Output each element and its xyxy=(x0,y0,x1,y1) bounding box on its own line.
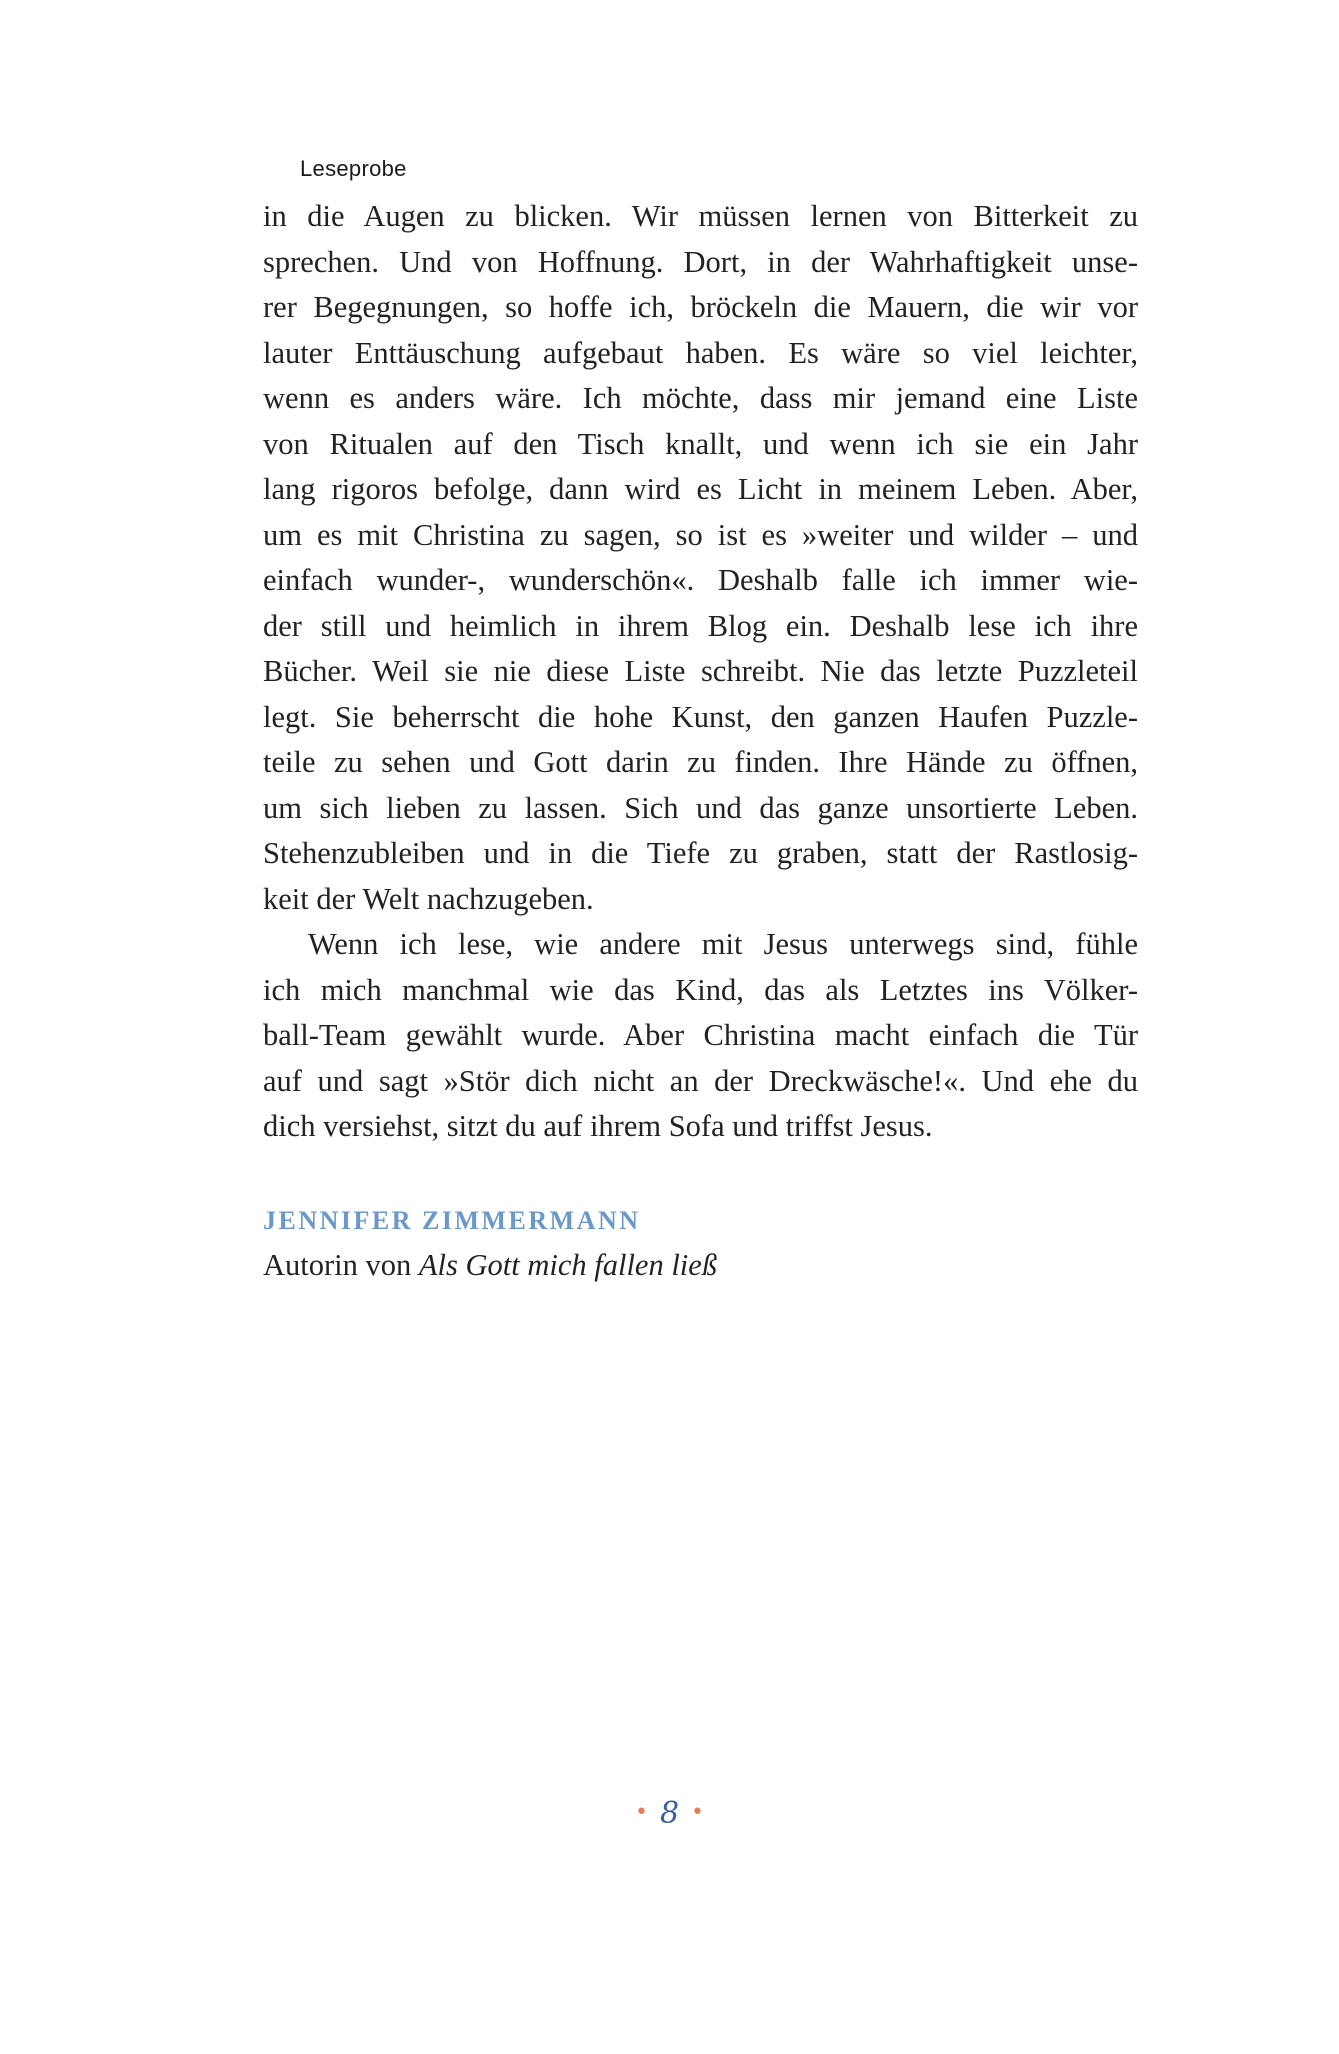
text-line: in die Augen zu blicken. Wir müssen lernen von Bitterkeit zu xyxy=(263,199,1138,233)
paragraph-2 xyxy=(263,922,1138,1150)
page-number xyxy=(0,1796,1339,1831)
page-number-value: 8 xyxy=(659,1796,680,1831)
text-line: rer Begegnungen, so hoffe ich, bröckeln die Mauern, die wir vor xyxy=(263,290,1138,324)
text-line: keit der Welt nachzugeben. xyxy=(263,881,594,916)
book-title: Als Gott mich fallen ließ xyxy=(418,1248,718,1282)
right-dot-icon: • xyxy=(691,1800,705,1825)
body-text xyxy=(263,194,1138,1150)
text-line: dich versiehst, sitzt du auf ihrem Sofa und triffst Jesus. xyxy=(263,1109,933,1143)
text-line: ich mich manchmal wie das Kind, das als Letztes ins Völker- xyxy=(263,972,1138,1007)
text-line: teile zu sehen und Gott darin zu finden. Ihre Hände zu öffnen, xyxy=(263,745,1138,779)
author-role-prefix: Autorin von xyxy=(263,1248,412,1282)
text-line: sprechen. Und von Hoffnung. Dort, in der Wahrhaftigkeit unse- xyxy=(263,244,1138,279)
text-line: legt. Sie beherrscht die hohe Kunst, den ganzen Haufen Puzzle- xyxy=(263,699,1138,734)
text-line: wenn es anders wäre. Ich möchte, dass mir jemand eine Liste xyxy=(263,381,1138,415)
text-line: von Ritualen auf den Tisch knallt, und wenn ich sie ein Jahr xyxy=(263,426,1138,461)
text-line: einfach wunder-, wunderschön«. Deshalb falle ich immer wie- xyxy=(263,563,1138,597)
header-label: Leseprobe xyxy=(300,156,407,181)
text-line: Stehenzubleiben und in die Tiefe zu graben, statt der Rastlosig- xyxy=(263,836,1138,870)
text-line: der still und heimlich in ihrem Blog ein. Deshalb lese ich ihre xyxy=(263,608,1138,643)
text-line: um es mit Christina zu sagen, so ist es »weiter und wilder – und xyxy=(263,517,1138,552)
left-dot-icon: • xyxy=(634,1800,648,1825)
author-name: JENNIFER ZIMMERMANN xyxy=(263,1206,641,1235)
text-line: ball-Team gewählt wurde. Aber Christina macht einfach die Tür xyxy=(263,1018,1138,1052)
paragraph-1 xyxy=(263,194,1138,922)
text-line: lauter Enttäuschung aufgebaut haben. Es wäre so viel leichter, xyxy=(263,335,1138,370)
text-line: um sich lieben zu lassen. Sich und das ganze unsortierte Leben. xyxy=(263,790,1138,825)
text-line: Bücher. Weil sie nie diese Liste schreibt. Nie das letzte Puzzleteil xyxy=(263,654,1138,688)
text-line: lang rigoros befolge, dann wird es Licht in meinem Leben. Aber, xyxy=(263,472,1138,506)
text-line: Wenn ich lese, wie andere mit Jesus unterwegs sind, fühle xyxy=(308,927,1138,961)
author-role xyxy=(263,1248,717,1283)
text-line: auf und sagt »Stör dich nicht an der Dreckwäsche!«. Und ehe du xyxy=(263,1063,1138,1098)
